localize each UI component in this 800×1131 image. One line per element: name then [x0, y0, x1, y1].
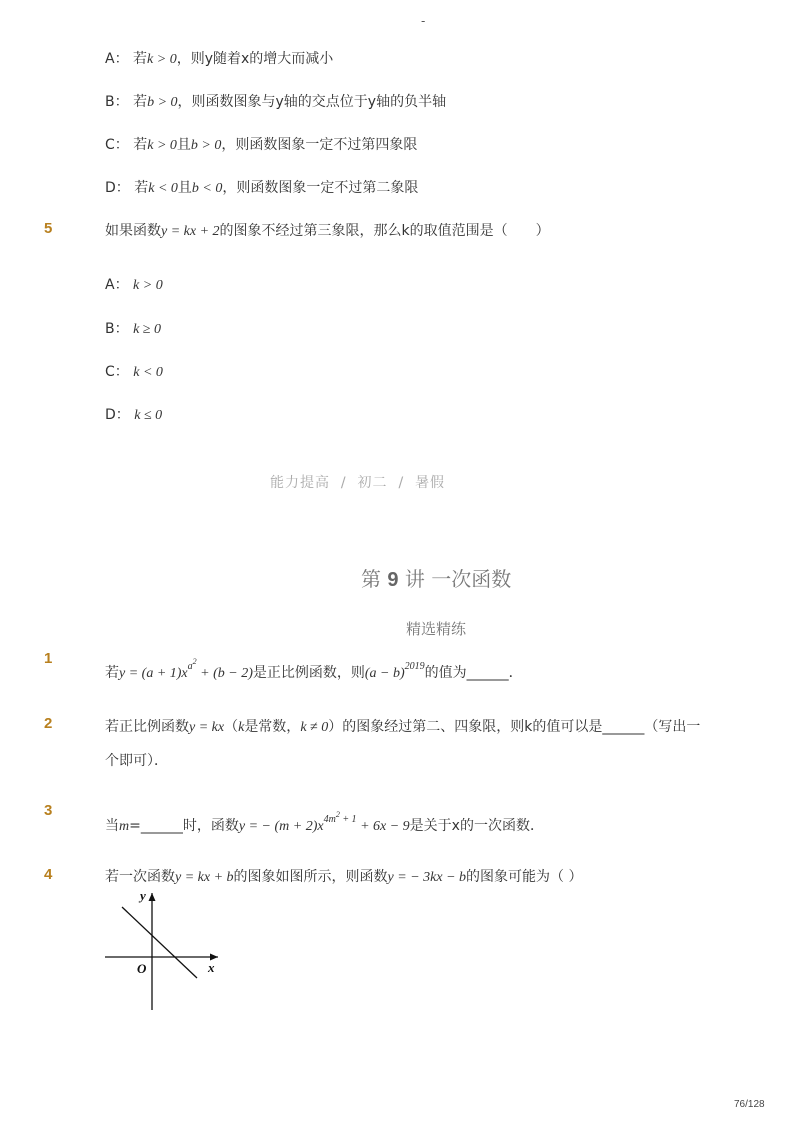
- stem-exponent: 2019: [404, 661, 425, 672]
- breadcrumb-separator: /: [398, 475, 405, 491]
- stem-math: m: [119, 819, 130, 834]
- option-letter: C：: [105, 137, 129, 153]
- question-5-stem: [105, 220, 550, 240]
- q5-option-a: [105, 274, 163, 294]
- stem-math: y = kx: [189, 720, 225, 735]
- q5-option-d: [105, 404, 162, 424]
- option-text: 若: [134, 180, 149, 196]
- question-3-stem: [105, 810, 544, 835]
- stem-text: 的值为______．: [424, 665, 523, 681]
- option-text: 若: [133, 51, 148, 67]
- stem-math: + (b − 2): [196, 666, 253, 681]
- y-axis-label: y: [140, 888, 146, 903]
- question-4-stem: [105, 866, 582, 886]
- stem-text: 的图象不经过第三象限，那么k的取值范围是（ ）: [219, 223, 550, 239]
- prev-option-d: [105, 177, 418, 197]
- option-math: b < 0: [191, 181, 223, 196]
- stem-text: ）的图象经过第二、四象限，则k的值可以是______（写出一: [328, 719, 701, 735]
- question-number: 2: [44, 715, 53, 732]
- option-text: 且: [176, 137, 191, 153]
- exponent-base: 4m: [323, 814, 336, 825]
- line-graph-figure: [100, 885, 230, 1015]
- prev-option-a: [105, 48, 333, 68]
- option-text: 若: [133, 137, 148, 153]
- stem-math: k ≠ 0: [300, 720, 329, 735]
- exponent-power: 2: [192, 657, 197, 666]
- stem-math: y = (a + 1)x: [119, 666, 188, 681]
- breadcrumb-item: 初二: [357, 475, 388, 491]
- option-letter: C：: [105, 364, 129, 380]
- stem-math: + 6x − 9: [356, 819, 410, 834]
- q5-option-c: [105, 361, 163, 381]
- y-axis-arrow: [149, 893, 156, 901]
- option-text: ，则y随着x的增大而减小: [176, 51, 334, 67]
- option-letter: B：: [105, 321, 129, 337]
- question-number: 4: [44, 866, 53, 883]
- question-2-stem: [105, 716, 700, 736]
- stem-exponent: [323, 810, 357, 825]
- stem-text: =______时，函数: [129, 818, 239, 834]
- stem-text: 如果函数: [105, 223, 161, 239]
- option-math: k > 0: [133, 278, 163, 293]
- q5-option-b: [105, 318, 161, 338]
- breadcrumb-item: 能力提高: [270, 475, 330, 491]
- option-math: k ≤ 0: [134, 408, 163, 423]
- stem-text: 的图象如图所示，则函数: [233, 869, 388, 885]
- chapter-title: [361, 563, 511, 592]
- option-text: 且: [177, 180, 192, 196]
- option-math: k < 0: [133, 365, 163, 380]
- option-math: k < 0: [148, 181, 178, 196]
- section-title: 精选精练: [406, 620, 467, 638]
- prev-option-b: [105, 91, 446, 111]
- option-letter: D：: [105, 180, 130, 196]
- stem-text: 是关于x的一次函数．: [409, 818, 544, 834]
- option-text: 若: [133, 94, 148, 110]
- option-math: k ≥ 0: [133, 322, 161, 337]
- chapter-prefix: 第: [361, 567, 388, 591]
- question-number: 5: [44, 220, 53, 237]
- stem-text: （: [224, 719, 239, 735]
- stem-text: 若: [105, 665, 119, 681]
- stem-text: 当: [105, 818, 119, 834]
- top-mark: -: [421, 14, 426, 28]
- breadcrumb-item: 暑假: [415, 475, 446, 491]
- option-math: b > 0: [190, 138, 222, 153]
- exponent-power: 2: [335, 810, 340, 819]
- option-text: ，则函数图象一定不过第二象限: [222, 180, 419, 196]
- option-letter: A：: [105, 51, 129, 67]
- x-axis-label: x: [208, 960, 215, 975]
- function-line: [122, 907, 197, 978]
- option-letter: B：: [105, 94, 129, 110]
- option-letter: A：: [105, 277, 129, 293]
- option-letter: D：: [105, 407, 130, 423]
- question-1-stem: [105, 657, 523, 682]
- exponent-tail: + 1: [339, 814, 357, 825]
- exponent-base: a: [187, 661, 193, 672]
- stem-math: y = − (m + 2)x: [238, 819, 324, 834]
- stem-exponent: [187, 657, 197, 672]
- stem-text: 若正比例函数: [105, 719, 189, 735]
- origin-label: O: [137, 961, 147, 976]
- page-number: 76/128: [734, 1099, 765, 1110]
- option-text: ，则函数图象与y轴的交点位于y轴的负半轴: [177, 94, 447, 110]
- option-text: ，则函数图象一定不过第四象限: [221, 137, 418, 153]
- stem-text: 的图象可能为（ ）: [466, 869, 583, 885]
- option-math: k > 0: [147, 138, 177, 153]
- question-number: 3: [44, 802, 53, 819]
- question-number: 1: [44, 650, 53, 667]
- stem-text: 是正比例函数，则: [252, 665, 365, 681]
- stem-math: y = kx + b: [175, 870, 234, 885]
- chapter-number: 9: [387, 569, 399, 591]
- chapter-name: 讲 一次函数: [398, 567, 512, 591]
- breadcrumb: [270, 472, 445, 492]
- stem-text: 是常数，: [244, 719, 301, 735]
- breadcrumb-separator: /: [340, 475, 347, 491]
- stem-math: (a − b): [364, 666, 405, 681]
- prev-option-c: [105, 134, 417, 154]
- question-2-stem-line2: 个即可）．: [105, 753, 168, 769]
- stem-math: y = − 3kx − b: [387, 870, 467, 885]
- option-math: b > 0: [147, 95, 178, 110]
- stem-text: 若一次函数: [105, 869, 175, 885]
- stem-math: k: [238, 720, 245, 735]
- option-math: k > 0: [147, 52, 177, 67]
- stem-math: y = kx + 2: [161, 224, 220, 239]
